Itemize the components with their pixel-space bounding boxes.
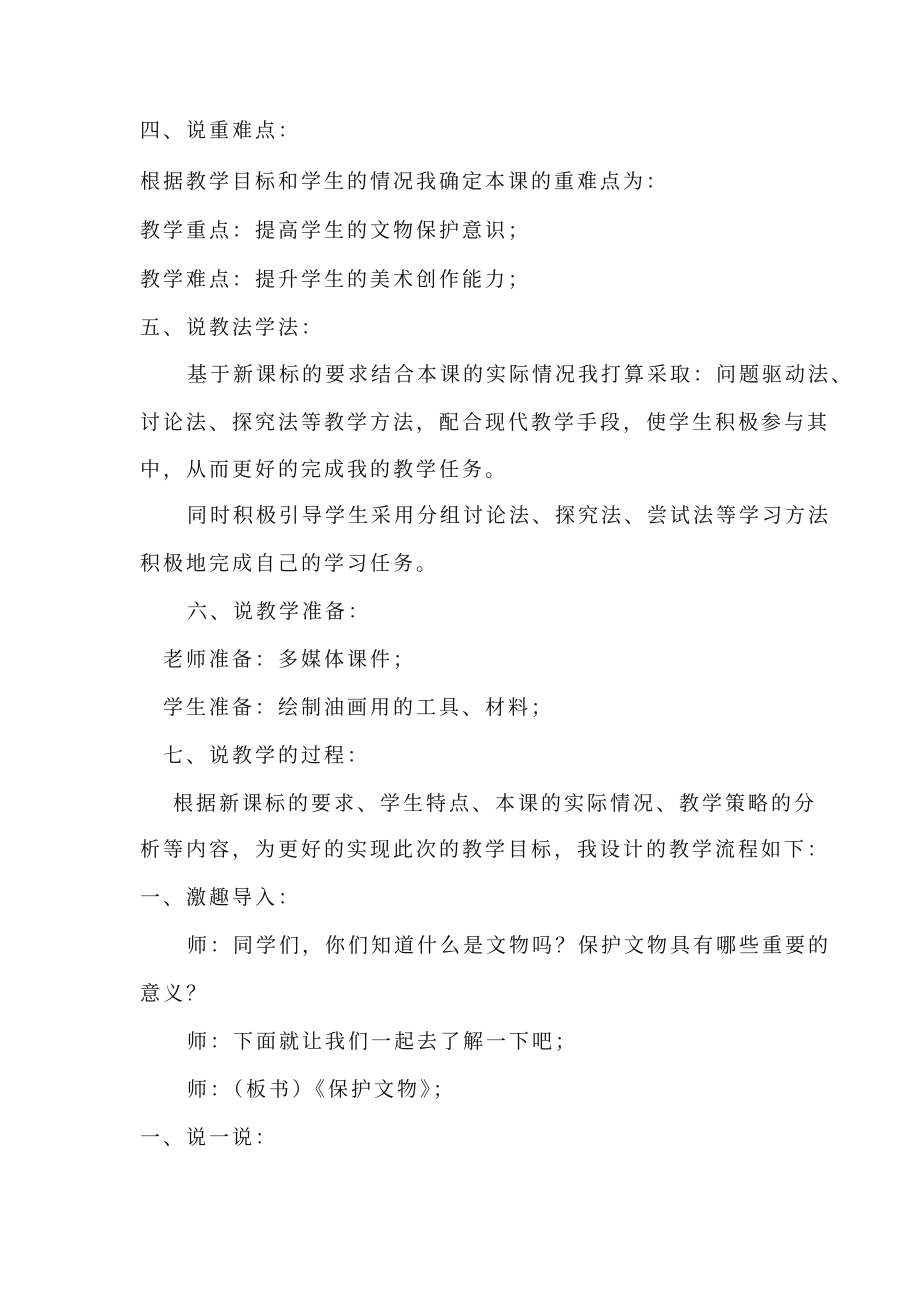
student-preparation: 学生准备：绘制油画用的工具、材料； (163, 695, 554, 719)
dialogue-line: 意义？ (140, 981, 209, 1005)
paragraph-line: 积极地完成自己的学习任务。 (140, 551, 439, 575)
subheading-introduction: 一、激趣导入： (140, 885, 301, 909)
section-heading-preparation: 六、说教学准备： (187, 599, 371, 623)
paragraph-line: 根据教学目标和学生的情况我确定本课的重难点为： (140, 169, 669, 193)
teaching-key-point: 教学重点：提高学生的文物保护意识； (140, 218, 531, 242)
teacher-preparation: 老师准备：多媒体课件； (163, 647, 416, 671)
section-heading-methods: 五、说教法学法： (140, 315, 324, 339)
section-heading-process: 七、说教学的过程： (163, 743, 370, 767)
subheading-discussion: 一、说一说： (140, 1125, 278, 1149)
dialogue-line: 师：同学们，你们知道什么是文物吗？保护文物具有哪些重要的 (187, 933, 831, 957)
paragraph-line: 中，从而更好的完成我的教学任务。 (140, 457, 508, 481)
dialogue-line: 师：下面就让我们一起去了解一下吧； (187, 1029, 578, 1053)
dialogue-line: 师：（板书）《保护文物》； (187, 1077, 456, 1101)
teaching-difficulty: 教学难点：提升学生的美术创作能力； (140, 267, 531, 291)
section-heading-key-difficulties: 四、说重难点： (140, 118, 301, 142)
paragraph-line: 根据新课标的要求、学生特点、本课的实际情况、教学策略的分 (173, 791, 817, 815)
paragraph-line: 同时积极引导学生采用分组讨论法、探究法、尝试法等学习方法 (187, 503, 831, 527)
paragraph-line: 析等内容，为更好的实现此次的教学目标，我设计的教学流程如下： (140, 837, 830, 861)
paragraph-line: 讨论法、探究法等教学方法，配合现代教学手段，使学生积极参与其 (140, 410, 830, 434)
paragraph-line: 基于新课标的要求结合本课的实际情况我打算采取：问题驱动法、 (187, 362, 854, 386)
